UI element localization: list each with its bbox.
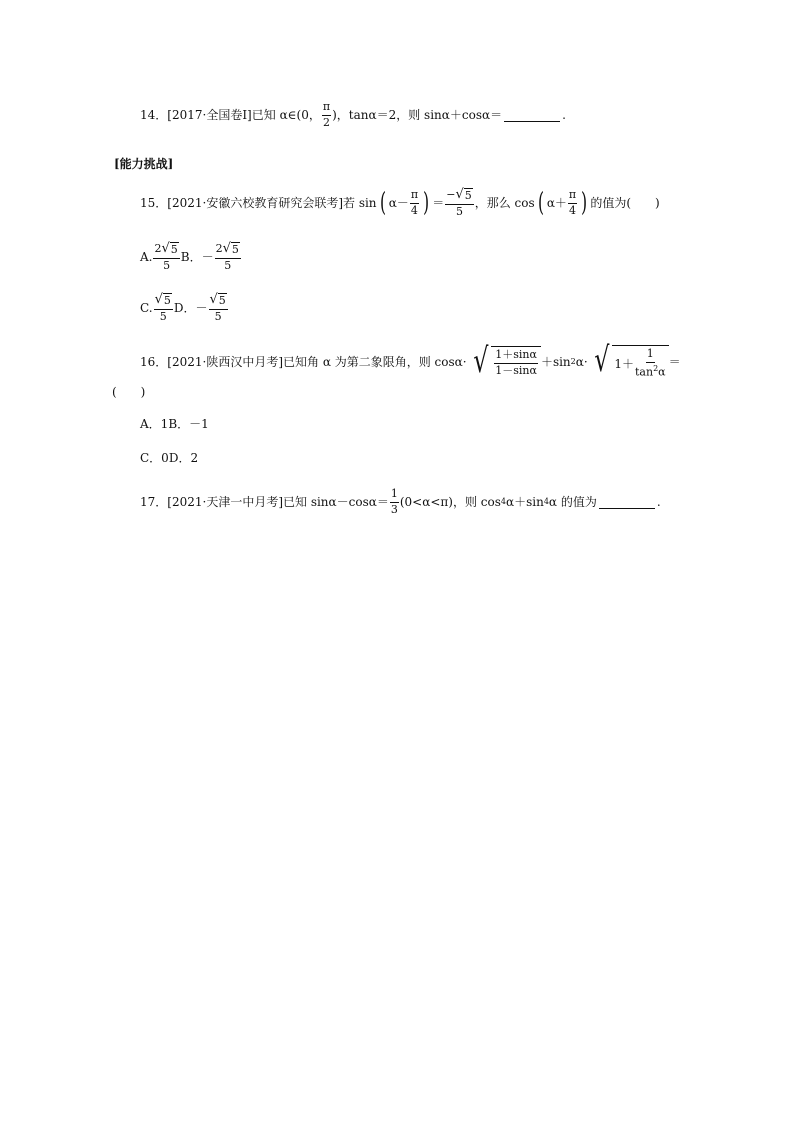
- question-text: )，tanα＝2，则 sinα＋cosα＝: [332, 108, 503, 122]
- fraction-pi-over-4: $\frac{\pi}{4}$: [568, 187, 577, 217]
- option-c-label[interactable]: C.: [140, 301, 153, 315]
- question-source: [2021·天津一中月考]: [167, 495, 283, 509]
- question-source: [2021·安徽六校教育研究会联考]: [167, 196, 343, 210]
- question-text: 已知 sinα－cosα＝: [283, 495, 389, 509]
- options-row-ab: [140, 418, 209, 430]
- option-d-value: √ 5 5: [209, 291, 226, 323]
- answer-blank[interactable]: [599, 496, 655, 509]
- question-number: 17．: [140, 495, 168, 509]
- answer-blank[interactable]: [504, 109, 560, 122]
- question-16: 16． [2021·陕西汉中月考] 已知角 α 为第二象限角，则 cosα· √ $\frac{1+\sin\alpha}{1-\sin\alpha}$ ＋sin 2 α· √ 1＋ $\frac{1}{\tan^2\alpha}$ ＝: [140, 340, 681, 382]
- fraction-neg-sqrt5-over-5: − √ 5 5: [446, 186, 472, 218]
- question-14: 14． [2017·全国卷Ⅰ] 已知 α∈(0， $\frac{\pi}{2}$ )，tanα＝2，则 sinα＋cosα＝ .: [140, 99, 566, 129]
- fraction-pi-over-2: $\frac{\pi}{2}$: [322, 99, 331, 129]
- question-source: [2021·陕西汉中月考]: [167, 355, 283, 369]
- question-text: 若 sin: [343, 196, 377, 210]
- option-a-label[interactable]: A.: [140, 250, 153, 264]
- options-row-cd: [140, 291, 229, 325]
- radical-expression-1: √ $\frac{1+\sin\alpha}{1-\sin\alpha}$: [470, 346, 541, 377]
- options-row-ab: [140, 240, 242, 274]
- option-d-label[interactable]: D．－: [173, 301, 208, 315]
- option-a-value: 2 √ 5 5: [154, 240, 178, 272]
- option-d-label[interactable]: D．2: [168, 451, 199, 465]
- fraction-pi-over-4: $\frac{\pi}{4}$: [410, 187, 419, 217]
- question-text: 已知角 α 为第二象限角，则 cosα·: [283, 355, 467, 369]
- option-c-value: √ 5 5: [154, 291, 171, 323]
- option-b-label[interactable]: B．－: [180, 250, 214, 264]
- question-number: 14．: [140, 108, 168, 122]
- radical-expression-2: √ 1＋ $\frac{1}{\tan^2\alpha}$: [591, 345, 669, 379]
- option-b-label[interactable]: B．－1: [168, 417, 209, 431]
- question-source: [2017·全国卷Ⅰ]: [167, 108, 252, 122]
- fraction-one-third: $\frac{1}{3}$: [390, 486, 398, 516]
- question-number: 15．: [140, 196, 168, 210]
- option-a-label[interactable]: A．1: [140, 417, 169, 431]
- question-17: 17． [2021·天津一中月考] 已知 sinα－cosα＝ $\frac{1}{3}$ (0<α<π)，则 cos 4 α＋sin 4 α 的值为 .: [140, 486, 661, 516]
- option-c-label[interactable]: C．0: [140, 451, 169, 465]
- question-text: ，那么 cos: [474, 196, 535, 210]
- question-number: 16．: [140, 355, 168, 369]
- question-16-paren: ( ): [112, 385, 146, 399]
- question-15: 15． [2021·安徽六校教育研究会联考] 若 sin ( α－ $\frac{\pi}{4}$ ) ＝ − √ 5 5 ，那么 cos ( α＋ $\frac{\pi}{4}$ ) 的值为( ): [140, 186, 660, 218]
- question-text: 已知 α∈(0，: [251, 108, 321, 122]
- section-title: [能力挑战]: [114, 157, 174, 171]
- options-row-cd: [140, 452, 198, 464]
- question-text: 的值为( ): [590, 196, 660, 210]
- option-b-value: 2 √ 5 5: [215, 240, 239, 272]
